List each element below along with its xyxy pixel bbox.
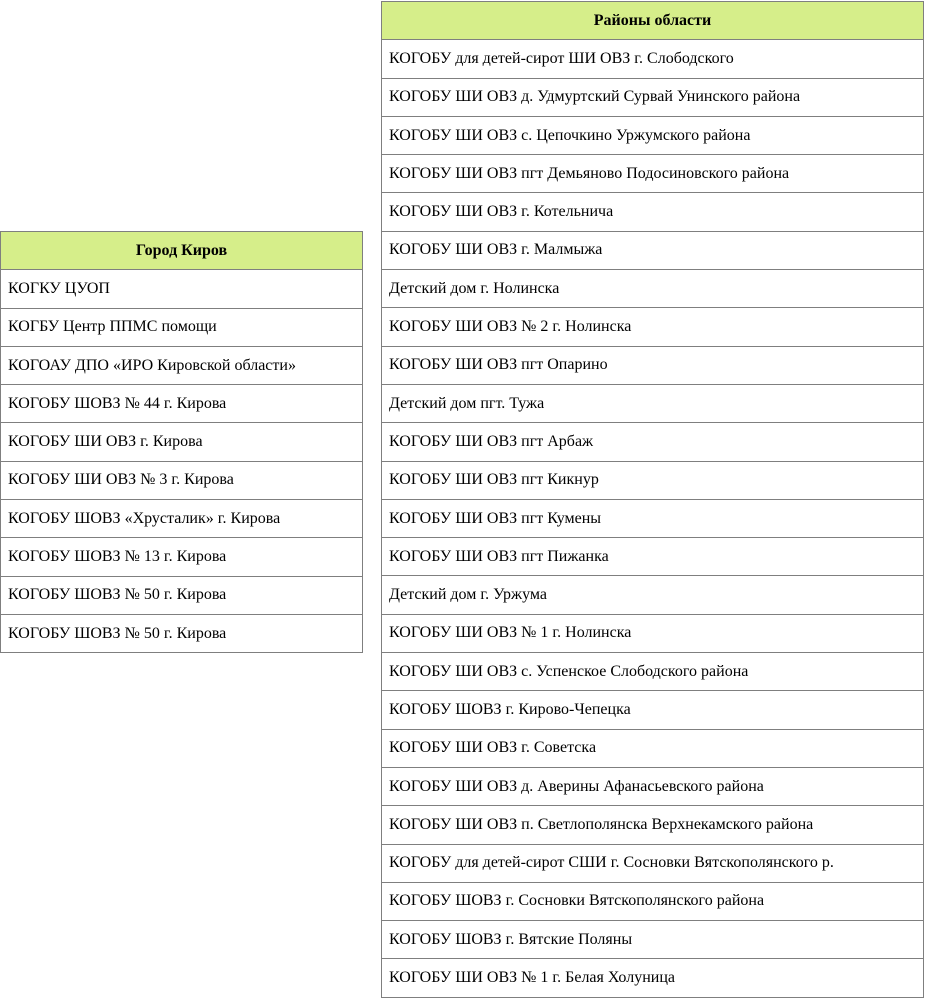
table-row bbox=[382, 155, 924, 193]
table-cell: КОГОБУ ШИ ОВЗ № 1 г. Нолинска bbox=[382, 614, 924, 652]
table-cell: Детский дом г. Нолинска bbox=[382, 270, 924, 308]
table-row bbox=[1, 538, 363, 576]
table-cell: КОГОБУ ШОВЗ г. Кирово-Чепецка bbox=[382, 691, 924, 729]
table-row bbox=[1, 270, 363, 308]
table-row bbox=[382, 78, 924, 116]
table-row bbox=[382, 614, 924, 652]
table-cell: КОГБУ Центр ППМС помощи bbox=[1, 308, 363, 346]
table-cell: КОГОБУ ШОВЗ № 13 г. Кирова bbox=[1, 538, 363, 576]
table-cell: КОГОБУ ШИ ОВЗ г. Малмыжа bbox=[382, 231, 924, 269]
table-row bbox=[1, 385, 363, 423]
table-cell: КОГОБУ ШИ ОВЗ пгт Пижанка bbox=[382, 538, 924, 576]
table-row bbox=[382, 116, 924, 154]
table-row bbox=[382, 423, 924, 461]
table-cell: КОГОБУ ШОВЗ г. Сосновки Вятскополянского района bbox=[382, 882, 924, 920]
table-cell: КОГОБУ ШИ ОВЗ № 1 г. Белая Холуница bbox=[382, 959, 924, 997]
table-cell: КОГОБУ ШОВЗ № 50 г. Кирова bbox=[1, 614, 363, 652]
table-cell: КОГКУ ЦУОП bbox=[1, 270, 363, 308]
table-cell: КОГОБУ ШИ ОВЗ пгт Кумены bbox=[382, 499, 924, 537]
table-cell: КОГОБУ для детей-сирот СШИ г. Сосновки Вятскополянского р. bbox=[382, 844, 924, 882]
table-cell: КОГОБУ ШИ ОВЗ г. Кирова bbox=[1, 423, 363, 461]
city-kirov-header: Город Киров bbox=[1, 232, 363, 270]
table-row bbox=[1, 423, 363, 461]
table-cell: КОГОБУ ШИ ОВЗ пгт Демьяново Подосиновского района bbox=[382, 155, 924, 193]
table-row bbox=[1, 308, 363, 346]
table-row bbox=[382, 270, 924, 308]
table-cell: КОГОБУ ШИ ОВЗ № 2 г. Нолинска bbox=[382, 308, 924, 346]
table-header-row bbox=[382, 2, 924, 40]
table-row bbox=[1, 576, 363, 614]
table-row bbox=[382, 882, 924, 920]
table-row bbox=[382, 691, 924, 729]
table-cell: КОГОАУ ДПО «ИРО Кировской области» bbox=[1, 346, 363, 384]
table-row bbox=[382, 767, 924, 805]
table-cell: КОГОБУ ШИ ОВЗ г. Советска bbox=[382, 729, 924, 767]
table-row bbox=[382, 844, 924, 882]
table-cell: КОГОБУ ШИ ОВЗ пгт Опарино bbox=[382, 346, 924, 384]
table-row bbox=[382, 40, 924, 78]
table-cell: КОГОБУ ШИ ОВЗ д. Аверины Афанасьевского района bbox=[382, 767, 924, 805]
table-row bbox=[1, 346, 363, 384]
table-cell: КОГОБУ ШИ ОВЗ с. Успенское Слободского района bbox=[382, 653, 924, 691]
table-cell: КОГОБУ ШОВЗ № 50 г. Кирова bbox=[1, 576, 363, 614]
table-row bbox=[382, 499, 924, 537]
table-row bbox=[382, 653, 924, 691]
table-row bbox=[382, 806, 924, 844]
table-cell: КОГОБУ ШИ ОВЗ № 3 г. Кирова bbox=[1, 461, 363, 499]
table-cell: КОГОБУ ШИ ОВЗ п. Светлополянска Верхнекамского района bbox=[382, 806, 924, 844]
table-row bbox=[382, 538, 924, 576]
table-header-row bbox=[1, 232, 363, 270]
table-row bbox=[382, 921, 924, 959]
city-kirov-table bbox=[0, 231, 363, 653]
table-row bbox=[382, 576, 924, 614]
table-row bbox=[382, 729, 924, 767]
table-cell: КОГОБУ для детей-сирот ШИ ОВЗ г. Слободского bbox=[382, 40, 924, 78]
table-cell: КОГОБУ ШИ ОВЗ г. Котельнича bbox=[382, 193, 924, 231]
regions-table bbox=[381, 1, 924, 998]
table-row bbox=[382, 193, 924, 231]
table-row bbox=[382, 461, 924, 499]
table-row bbox=[1, 461, 363, 499]
regions-header: Районы области bbox=[382, 2, 924, 40]
table-cell: КОГОБУ ШИ ОВЗ пгт Арбаж bbox=[382, 423, 924, 461]
table-row bbox=[1, 614, 363, 652]
table-row bbox=[382, 346, 924, 384]
table-cell: КОГОБУ ШИ ОВЗ пгт Кикнур bbox=[382, 461, 924, 499]
table-row bbox=[382, 959, 924, 997]
table-row bbox=[1, 500, 363, 538]
table-cell: КОГОБУ ШОВЗ г. Вятские Поляны bbox=[382, 921, 924, 959]
table-row bbox=[382, 231, 924, 269]
table-cell: КОГОБУ ШИ ОВЗ д. Удмуртский Сурвай Унинского района bbox=[382, 78, 924, 116]
table-cell: КОГОБУ ШОВЗ № 44 г. Кирова bbox=[1, 385, 363, 423]
table-cell: КОГОБУ ШОВЗ «Хрусталик» г. Кирова bbox=[1, 500, 363, 538]
table-row bbox=[382, 384, 924, 422]
table-cell: Детский дом пгт. Тужа bbox=[382, 384, 924, 422]
table-cell: КОГОБУ ШИ ОВЗ с. Цепочкино Уржумского района bbox=[382, 116, 924, 154]
table-row bbox=[382, 308, 924, 346]
table-cell: Детский дом г. Уржума bbox=[382, 576, 924, 614]
